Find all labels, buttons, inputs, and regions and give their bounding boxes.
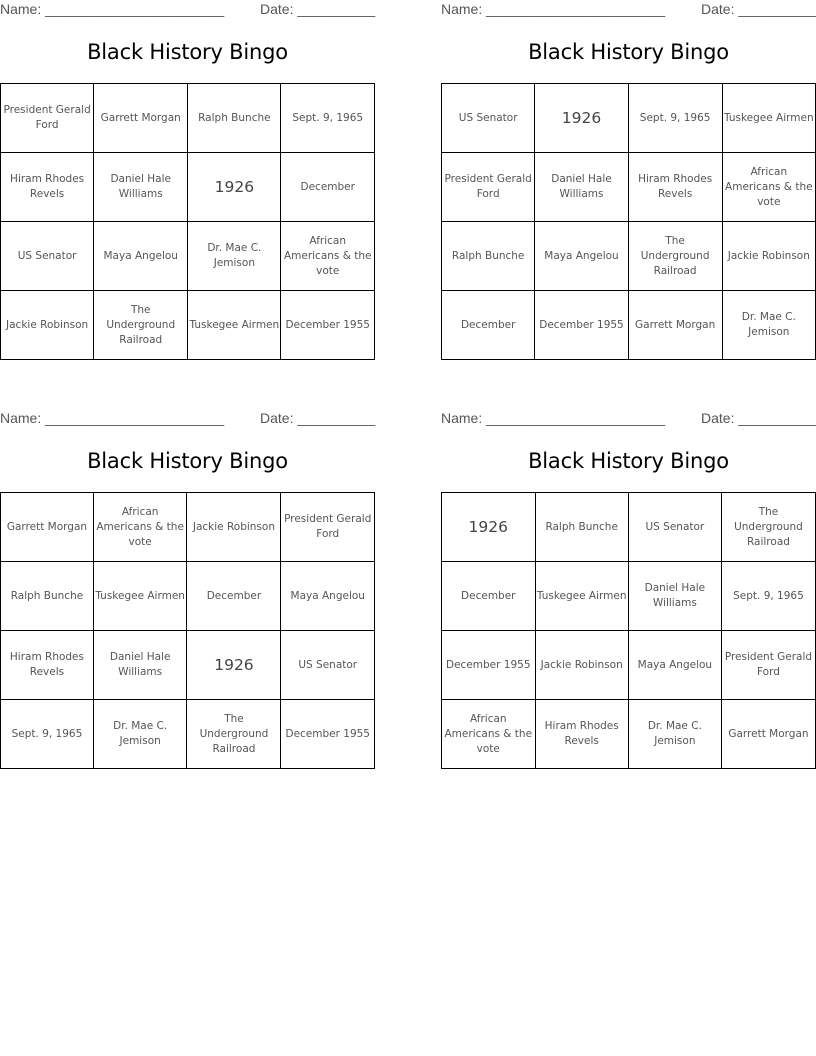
bingo-cell: 1926 bbox=[442, 493, 536, 562]
bingo-cell: 1926 bbox=[188, 153, 281, 222]
card-title: Black History Bingo bbox=[528, 40, 729, 64]
bingo-cell: President Gerald Ford bbox=[721, 631, 815, 700]
bingo-grid bbox=[441, 83, 816, 360]
card-title: Black History Bingo bbox=[87, 40, 288, 64]
bingo-cell: Tuskegee Airmen bbox=[93, 562, 187, 631]
date-field: Date: __________ bbox=[260, 1, 376, 17]
name-field: Name: _______________________ bbox=[441, 410, 666, 426]
grid-row bbox=[442, 291, 816, 360]
bingo-cell: December bbox=[442, 291, 535, 360]
bingo-cell: Hiram Rhodes Revels bbox=[628, 153, 722, 222]
grid-row bbox=[1, 222, 375, 291]
grid-row bbox=[1, 153, 375, 222]
bingo-cell: Jackie Robinson bbox=[535, 631, 628, 700]
bingo-cell: US Senator bbox=[1, 222, 94, 291]
grid-row bbox=[442, 153, 816, 222]
grid-row bbox=[1, 631, 375, 700]
bingo-cell: Dr. Mae C. Jemison bbox=[188, 222, 281, 291]
bingo-cell: December bbox=[281, 153, 375, 222]
bingo-cell: Sept. 9, 1965 bbox=[1, 700, 94, 769]
bingo-cell: The Underground Railroad bbox=[628, 222, 722, 291]
bingo-cell: Garrett Morgan bbox=[721, 700, 815, 769]
bingo-grid bbox=[0, 83, 375, 360]
bingo-cell: December 1955 bbox=[281, 700, 375, 769]
bingo-cell: Ralph Bunche bbox=[535, 493, 628, 562]
bingo-cell: Tuskegee Airmen bbox=[535, 562, 628, 631]
bingo-cell: Daniel Hale Williams bbox=[93, 631, 187, 700]
bingo-cell: Maya Angelou bbox=[281, 562, 375, 631]
bingo-cell: Ralph Bunche bbox=[188, 84, 281, 153]
name-field: Name: _______________________ bbox=[0, 1, 225, 17]
bingo-cell: Hiram Rhodes Revels bbox=[535, 700, 628, 769]
card-title: Black History Bingo bbox=[87, 449, 288, 473]
bingo-cell: Sept. 9, 1965 bbox=[281, 84, 375, 153]
bingo-cell: US Senator bbox=[442, 84, 535, 153]
name-date-line bbox=[0, 0, 420, 20]
grid-row bbox=[1, 700, 375, 769]
bingo-cell: The Underground Railroad bbox=[94, 291, 188, 360]
name-field: Name: _______________________ bbox=[441, 1, 666, 17]
bingo-cell: Ralph Bunche bbox=[442, 222, 535, 291]
grid-row bbox=[1, 291, 375, 360]
grid-row bbox=[1, 562, 375, 631]
bingo-cell: Daniel Hale Williams bbox=[628, 562, 721, 631]
name-date-line bbox=[0, 409, 420, 429]
bingo-cell: Garrett Morgan bbox=[1, 493, 94, 562]
bingo-cell: December bbox=[442, 562, 536, 631]
bingo-cell: Dr. Mae C. Jemison bbox=[93, 700, 187, 769]
bingo-cell: 1926 bbox=[535, 84, 628, 153]
grid-row bbox=[442, 631, 816, 700]
bingo-cell: African Americans & the vote bbox=[442, 700, 536, 769]
bingo-cell: December bbox=[187, 562, 281, 631]
bingo-cell: Dr. Mae C. Jemison bbox=[628, 700, 721, 769]
grid-row bbox=[1, 493, 375, 562]
card-title: Black History Bingo bbox=[528, 449, 729, 473]
bingo-cell: President Gerald Ford bbox=[1, 84, 94, 153]
bingo-cell: Hiram Rhodes Revels bbox=[1, 631, 94, 700]
bingo-cell: Daniel Hale Williams bbox=[535, 153, 628, 222]
bingo-cell: African Americans & the vote bbox=[722, 153, 815, 222]
bingo-cell: Maya Angelou bbox=[94, 222, 188, 291]
bingo-cell: Tuskegee Airmen bbox=[722, 84, 815, 153]
bingo-cell: Daniel Hale Williams bbox=[94, 153, 188, 222]
grid-row bbox=[1, 84, 375, 153]
bingo-grid bbox=[0, 492, 375, 769]
grid-row bbox=[442, 562, 816, 631]
date-field: Date: __________ bbox=[701, 1, 816, 17]
date-field: Date: __________ bbox=[260, 410, 376, 426]
grid-row bbox=[442, 222, 816, 291]
bingo-cell: The Underground Railroad bbox=[721, 493, 815, 562]
grid-row bbox=[442, 493, 816, 562]
bingo-cell: Dr. Mae C. Jemison bbox=[722, 291, 815, 360]
bingo-cell: Sept. 9, 1965 bbox=[721, 562, 815, 631]
bingo-cell: Maya Angelou bbox=[628, 631, 721, 700]
bingo-cell: Maya Angelou bbox=[535, 222, 628, 291]
grid-row bbox=[442, 700, 816, 769]
bingo-cell: Ralph Bunche bbox=[1, 562, 94, 631]
name-date-line bbox=[441, 0, 816, 20]
bingo-cell: December 1955 bbox=[281, 291, 375, 360]
bingo-cell: Sept. 9, 1965 bbox=[628, 84, 722, 153]
bingo-cell: 1926 bbox=[187, 631, 281, 700]
bingo-cell: Jackie Robinson bbox=[187, 493, 281, 562]
bingo-cell: US Senator bbox=[281, 631, 375, 700]
bingo-cell: Jackie Robinson bbox=[722, 222, 815, 291]
bingo-grid bbox=[441, 492, 816, 769]
name-date-line bbox=[441, 409, 816, 429]
grid-row bbox=[442, 84, 816, 153]
bingo-cell: Garrett Morgan bbox=[94, 84, 188, 153]
bingo-cell: President Gerald Ford bbox=[281, 493, 375, 562]
bingo-cell: Hiram Rhodes Revels bbox=[1, 153, 94, 222]
bingo-cell: African Americans & the vote bbox=[93, 493, 187, 562]
bingo-cell: Tuskegee Airmen bbox=[188, 291, 281, 360]
bingo-cell: December 1955 bbox=[442, 631, 536, 700]
bingo-cell: President Gerald Ford bbox=[442, 153, 535, 222]
bingo-cell: Garrett Morgan bbox=[628, 291, 722, 360]
bingo-cell: US Senator bbox=[628, 493, 721, 562]
bingo-cell: African Americans & the vote bbox=[281, 222, 375, 291]
name-field: Name: _______________________ bbox=[0, 410, 225, 426]
date-field: Date: __________ bbox=[701, 410, 816, 426]
bingo-cell: The Underground Railroad bbox=[187, 700, 281, 769]
bingo-cell: December 1955 bbox=[535, 291, 628, 360]
bingo-cell: Jackie Robinson bbox=[1, 291, 94, 360]
